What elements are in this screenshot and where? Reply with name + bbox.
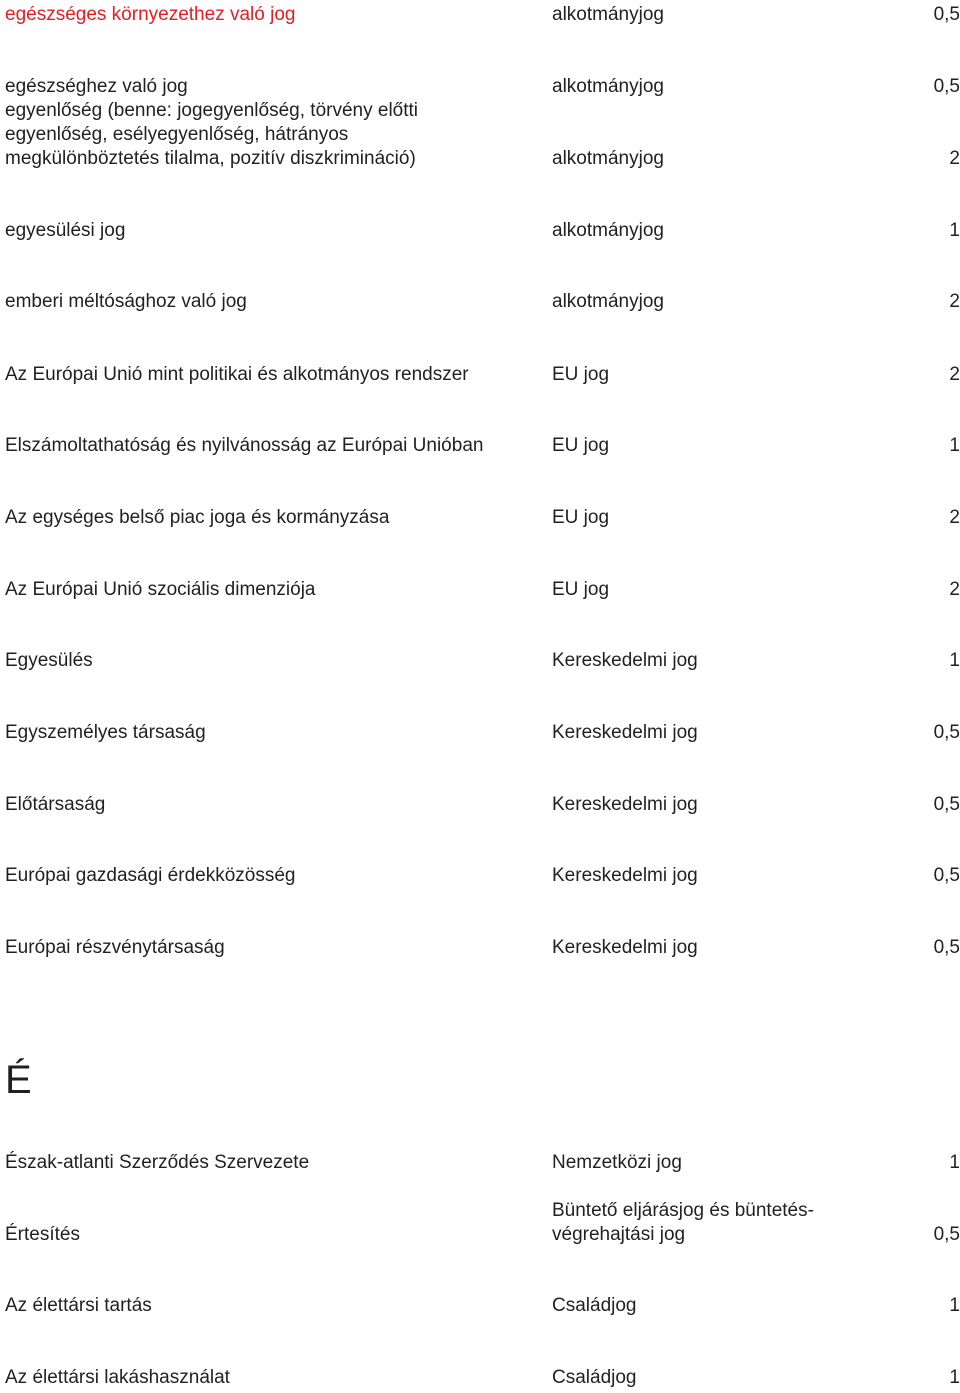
entry-category: EU jog	[552, 364, 610, 385]
entry-category: Kereskedelmi jog	[552, 937, 698, 958]
entry-category: Kereskedelmi jog	[552, 650, 698, 671]
entry-category: alkotmányjog	[552, 76, 664, 97]
entry-category-line: végrehajtási jog	[552, 1224, 686, 1245]
entry-category-line: Büntető eljárásjog és büntetés-	[552, 1200, 814, 1221]
entry-term: Az egységes belső piac joga és kormányzása	[5, 507, 390, 528]
entry-term: Egyszemélyes társaság	[5, 722, 206, 743]
entry-value: 2	[949, 364, 960, 385]
entry-value: 0,5	[933, 794, 960, 815]
entry-term-line: egyenlőség (benne: jogegyenlőség, törvény előtti	[5, 100, 419, 121]
entry-term: egészséghez való jog	[5, 76, 188, 97]
entry-value: 0,5	[933, 4, 960, 25]
entry-value: 1	[949, 220, 960, 241]
entry-value: 0,5	[933, 1224, 960, 1245]
entry-value: 0,5	[933, 76, 960, 97]
entry-value: 0,5	[933, 865, 960, 886]
entry-term: Észak-atlanti Szerződés Szervezete	[5, 1152, 310, 1173]
entry-term: Az élettársi lakáshasználat	[5, 1367, 230, 1388]
entry-value: 1	[949, 1295, 960, 1316]
entry-term: Az Európai Unió szociális dimenziója	[5, 579, 316, 600]
entry-term-line: megkülönböztetés tilalma, pozitív diszkrimináció)	[5, 148, 416, 169]
entry-term: Európai gazdasági érdekközösség	[5, 865, 296, 886]
entry-category: EU jog	[552, 507, 610, 528]
entry-value: 1	[949, 435, 960, 456]
entry-term-line: egyenlőség, esélyegyenlőség, hátrányos	[5, 124, 349, 145]
entry-value: 2	[949, 507, 960, 528]
entry-category: Kereskedelmi jog	[552, 865, 698, 886]
entry-category: EU jog	[552, 579, 610, 600]
entry-term: Egyesülés	[5, 650, 93, 671]
entry-term: Elszámoltathatóság és nyilvánosság az Európai Unióban	[5, 435, 484, 456]
entry-term: egészséges környezethez való jog	[5, 4, 296, 25]
entry-term: Előtársaság	[5, 794, 106, 815]
entry-value: 2	[949, 579, 960, 600]
entry-value: 0,5	[933, 937, 960, 958]
entry-category: EU jog	[552, 435, 610, 456]
entry-value: 0,5	[933, 722, 960, 743]
entry-value: 2	[949, 291, 960, 312]
entry-term: Az Európai Unió mint politikai és alkotmányos rendszer	[5, 364, 469, 385]
entry-term: Az élettársi tartás	[5, 1295, 152, 1316]
entry-value: 1	[949, 650, 960, 671]
entry-category: Nemzetközi jog	[552, 1152, 682, 1173]
entry-category: alkotmányjog	[552, 148, 664, 169]
section-letter: É	[5, 1058, 32, 1102]
entry-value: 1	[949, 1367, 960, 1388]
entry-term: emberi méltósághoz való jog	[5, 291, 247, 312]
entry-category: Családjog	[552, 1295, 637, 1316]
entry-category: alkotmányjog	[552, 4, 664, 25]
entry-category: Kereskedelmi jog	[552, 722, 698, 743]
entry-category: alkotmányjog	[552, 291, 664, 312]
entry-term: Értesítés	[5, 1224, 80, 1245]
entry-category: Családjog	[552, 1367, 637, 1388]
entry-category: Kereskedelmi jog	[552, 794, 698, 815]
entry-term: egyesülési jog	[5, 220, 126, 241]
entry-term: Európai részvénytársaság	[5, 937, 225, 958]
entry-category: alkotmányjog	[552, 220, 664, 241]
entry-value: 1	[949, 1152, 960, 1173]
entry-value: 2	[949, 148, 960, 169]
